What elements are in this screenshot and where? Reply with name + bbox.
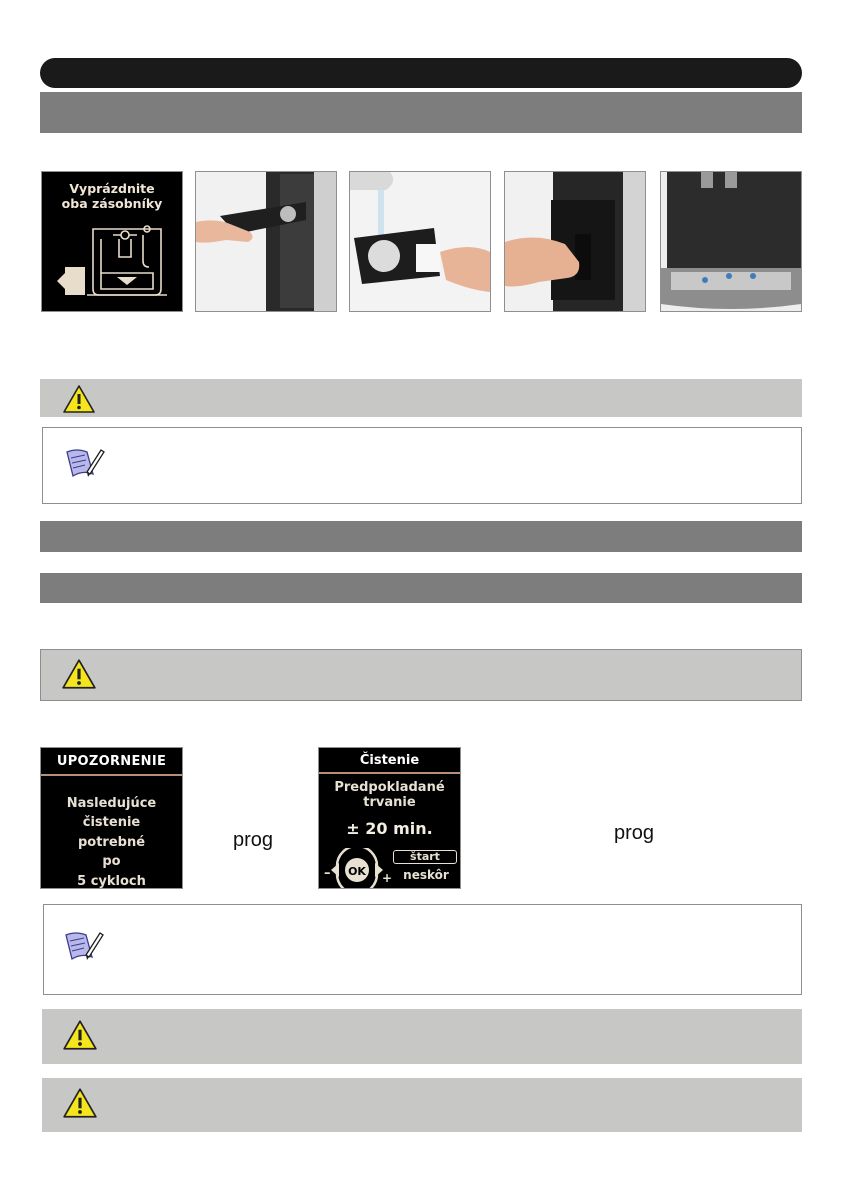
step-image-drip-tray	[660, 171, 802, 312]
display-divider	[41, 774, 182, 776]
display-cleaning-title: Čistenie	[359, 753, 420, 768]
prog-label-1: prog	[233, 829, 274, 851]
section-bar-3	[40, 573, 802, 603]
step-image-insert-drawer	[504, 171, 646, 312]
display-warning-title: UPOZORNENIE	[56, 754, 167, 769]
note-box	[43, 904, 802, 995]
step-image-remove-drawer	[195, 171, 337, 312]
display-line: čistenie	[82, 815, 141, 830]
warning-bar	[40, 379, 802, 417]
display-line: Predpokladané	[334, 779, 445, 795]
display-line: trvanie	[363, 794, 416, 810]
section-title-bar	[40, 92, 802, 133]
ok-label: OK	[348, 865, 366, 878]
display-divider	[319, 772, 460, 774]
minus-label: –	[324, 866, 331, 881]
note-box	[42, 427, 802, 504]
header-bar	[40, 58, 802, 88]
later-option[interactable]: neskôr	[403, 868, 449, 882]
warning-box	[40, 649, 802, 701]
display-line: Nasledujúce	[66, 795, 157, 811]
display-cleaning-screen	[318, 747, 461, 889]
step-image-rinse-drawer	[349, 171, 491, 312]
warning-triangle-icon	[62, 1019, 98, 1051]
screen-line-2: oba zásobníky	[61, 196, 163, 211]
screen-line-1: Vyprázdnite	[69, 181, 155, 196]
display-duration: ± 20 min.	[346, 818, 433, 838]
step-image-empty-containers-screen	[41, 171, 183, 312]
machine-diagram-icon	[43, 211, 181, 303]
display-line: po	[102, 854, 121, 869]
display-warning-screen	[40, 747, 183, 889]
warning-triangle-icon	[62, 1087, 98, 1119]
warning-triangle-icon	[62, 384, 96, 414]
prog-label-2: prog	[614, 822, 655, 844]
warning-bar	[42, 1009, 802, 1064]
warning-bar	[42, 1078, 802, 1132]
section-bar-2	[40, 521, 802, 552]
display-line: potrebné	[77, 834, 146, 850]
display-line: 5 cykloch	[77, 873, 146, 889]
note-pen-icon	[60, 927, 106, 967]
warning-triangle-icon	[61, 658, 97, 690]
plus-label: +	[382, 871, 393, 885]
start-option[interactable]: štart	[393, 850, 457, 864]
ok-dial-icon[interactable]	[321, 848, 393, 888]
note-pen-icon	[61, 444, 107, 484]
